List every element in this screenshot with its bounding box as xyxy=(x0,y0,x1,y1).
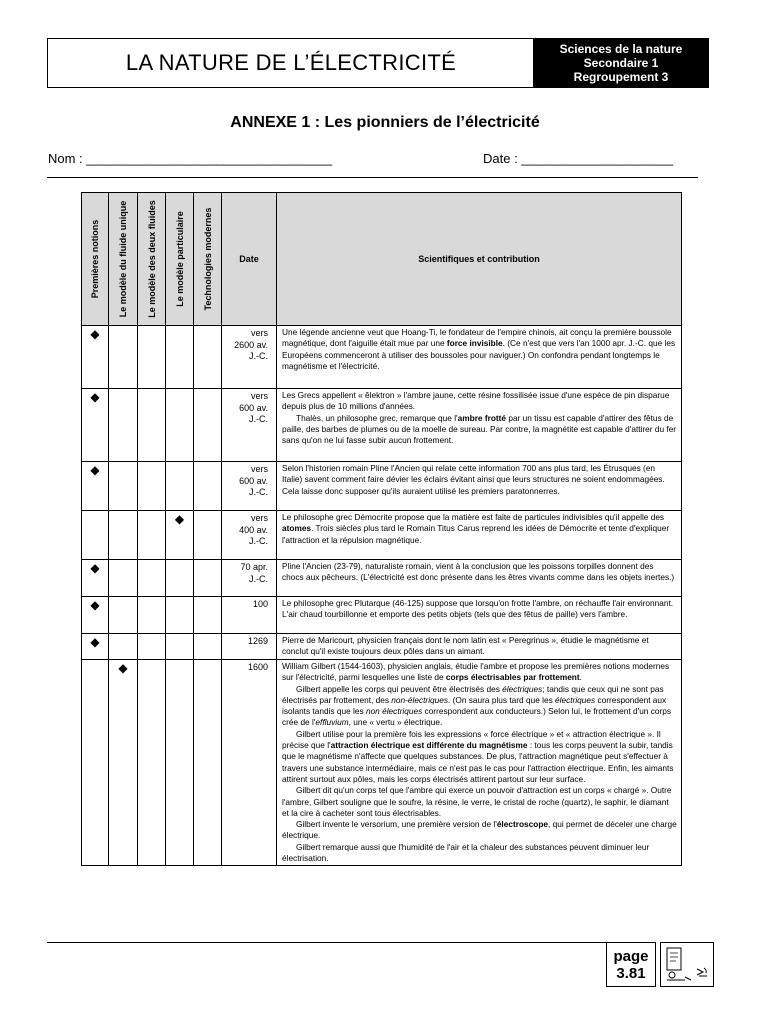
table-row xyxy=(82,597,682,634)
table-row xyxy=(82,389,682,462)
teacher-logo-svg xyxy=(661,943,713,986)
mark-premieres: ◆ xyxy=(82,326,109,389)
table-header-row xyxy=(82,193,682,326)
header-technologies-modernes: Technologies modernes xyxy=(194,193,222,326)
page-number: 3.81 xyxy=(616,964,646,982)
teacher-logo-icon xyxy=(660,942,714,987)
course-line-3: Regroupement 3 xyxy=(573,70,669,84)
contribution-cell: Pierre de Maricourt, physicien français dont le nom latin est « Peregrinus », étudie le magnétisme et conclut qu'il existe toujours deux pôles dans un aimant. xyxy=(277,634,682,660)
contribution-cell: Le philosophe grec Démocrite propose que la matière est faite de particules indivisibles qu'il appelle des atomes. Trois siècles plus tard le Romain Titus Carus reprend les idées de Démocrite et tente d'expliquer l'attraction et la répulsion magnétique. xyxy=(277,511,682,560)
header-fluide-unique: Le modèle du fluide unique xyxy=(109,193,138,326)
header-deux-fluides: Le modèle des deux fluides xyxy=(138,193,166,326)
course-line-2: Secondaire 1 xyxy=(583,56,659,70)
contribution-cell: William Gilbert (1544-1603), physicien anglais, étudie l'ambre et propose les premières notions modernes sur l'électricité, parmi lesquelles une liste de corps électrisables par frottement. Gilbert appelle les corps qui peuvent être électrisés des électriques; tandis que ceux qui ne sont pas électrisés par frottement, des non-électriques. (On saura plus tard que les électriques correspondent aux isolants tandis que les non électriques correspondent aux conducteurs.) Selon lui, le frottement d'un corps crée de l'effluvium, une « vertu » électrique. Gilbert utilise pour la première fois les expressions « force électrique » et « attraction électrique ». Il précise que l'attraction électrique est différente du magnétisme : tous les corps peuvent la subir, tandis que le magnétisme n'affecte que quelques substances. De plus, l'attraction magnétique peut s'effectuer à travers une substance intermédiaire, mais ce n'est pas le cas pour l'attraction électrique. Enfin, les aimants attirent surtout aux pôles, mais les corps électrisés attirent partout sur leur surface. Gilbert dit qu'un corps tel que l'ambre qui exerce un pouvoir d'attraction est un corps « chargé ». Outre l'ambre, Gilbert souligne que le soufre, la résine, le verre, le cristal de roche (quartz), le saphir, le diamant et la cire à cacheter sont tous électrisables. Gilbert invente le versorium, une première version de l'électroscope, qui permet de déceler une charge électrique. Gilbert remarque aussi que l'humidité de l'air et la chaleur des substances peuvent diminuer leur électrisation. xyxy=(277,660,682,866)
contribution-cell: Selon l'historien romain Pline l'Ancien qui relate cette information 700 ans plus tard, les Étrusques (en Italie) savent comment faire dévier les éclairs évitant ainsi que leurs structures ne soient endommagées. Cela laisse donc supposer qu'ils auraient utilisé les premiers paratonnerres. xyxy=(277,462,682,511)
date-cell: vers 600 av. J.-C. xyxy=(222,462,277,511)
page-number-box xyxy=(606,942,656,987)
mark-fluide-unique: ◆ xyxy=(109,660,138,866)
contribution-cell: Une légende ancienne veut que Hoang-Ti, le fondateur de l'empire chinois, ait conçu la première boussole magnétique, dont l'aiguille était mue par une force invisible. (Ce n'est que vers l'an 1000 apr. J.-C. que les Européens commenceront à utiliser des boussoles pour naviguer.) On confondra pendant longtemps le magnétisme et l'électricité. xyxy=(277,326,682,389)
date-cell: vers 600 av. J.-C. xyxy=(222,389,277,462)
date-cell: 70 apr. J.-C. xyxy=(222,560,277,597)
table-row xyxy=(82,462,682,511)
date-cell: 1600 xyxy=(222,660,277,866)
date-cell: 1269 xyxy=(222,634,277,660)
mark-premieres: ◆ xyxy=(82,634,109,660)
date-cell: vers 400 av. J.-C. xyxy=(222,511,277,560)
table-row xyxy=(82,326,682,389)
contribution-cell: Pline l'Ancien (23-79), naturaliste romain, vient à la conclusion que les poissons torpilles donnent des chocs aux pêcheurs. (L'électricité est donc présente dans les êtres vivants comme dans les objets inertes.) xyxy=(277,560,682,597)
annexe-title: ANNEXE 1 : Les pionniers de l’électricité xyxy=(230,114,540,131)
date-field[interactable]: Date : _____________________ xyxy=(483,151,674,166)
header-scientifiques: Scientifiques et contribution xyxy=(277,193,682,326)
header-modele-particulaire: Le modèle particulaire xyxy=(166,193,194,326)
mark-premieres: ◆ xyxy=(82,462,109,511)
mark-premieres: ◆ xyxy=(82,560,109,597)
mark-premieres: ◆ xyxy=(82,597,109,634)
date-cell: vers 2600 av. J.-C. xyxy=(222,326,277,389)
table-row xyxy=(82,560,682,597)
name-field[interactable]: Nom : __________________________________ xyxy=(48,151,333,166)
header-premieres-notions: Premières notions xyxy=(82,193,109,326)
mark-premieres: ◆ xyxy=(82,389,109,462)
document-title xyxy=(47,38,535,88)
footer-rule xyxy=(47,942,607,943)
contribution-cell: Les Grecs appellent « êlektron » l'ambre jaune, cette résine fossilisée issue d'une espèce de pin disparue depuis plus de 10 millions d'années. Thalès, un philosophe grec, remarque que l'ambre frotté par un tissu est capable d'attirer des fêtus de paille, des barbes de plumes ou de la moelle de sureau. Par contre, la magnétite est capable d'attirer du fer sans qu'on ne lui fasse subir aucun frottement. xyxy=(277,389,682,462)
table-row xyxy=(82,634,682,660)
table-row xyxy=(82,511,682,560)
course-line-1: Sciences de la nature xyxy=(559,42,683,56)
document-title-text: LA NATURE DE L’ÉLECTRICITÉ xyxy=(125,50,457,75)
page-label: page xyxy=(613,947,649,965)
pioneers-table xyxy=(81,192,682,866)
header-date: Date xyxy=(222,193,277,326)
table-row xyxy=(82,660,682,866)
contribution-cell: Le philosophe grec Plutarque (46-125) suppose que lorsqu'on frotte l'ambre, on réchauffe l'air environnant. L'air chaud tourbillonne et emporte des petits objets (tels que des fêtus de paille) vers l'ambre. xyxy=(277,597,682,634)
date-cell: 100 xyxy=(222,597,277,634)
course-info-box xyxy=(533,38,709,88)
header-rule xyxy=(47,177,698,178)
mark-particulaire: ◆ xyxy=(166,511,194,560)
